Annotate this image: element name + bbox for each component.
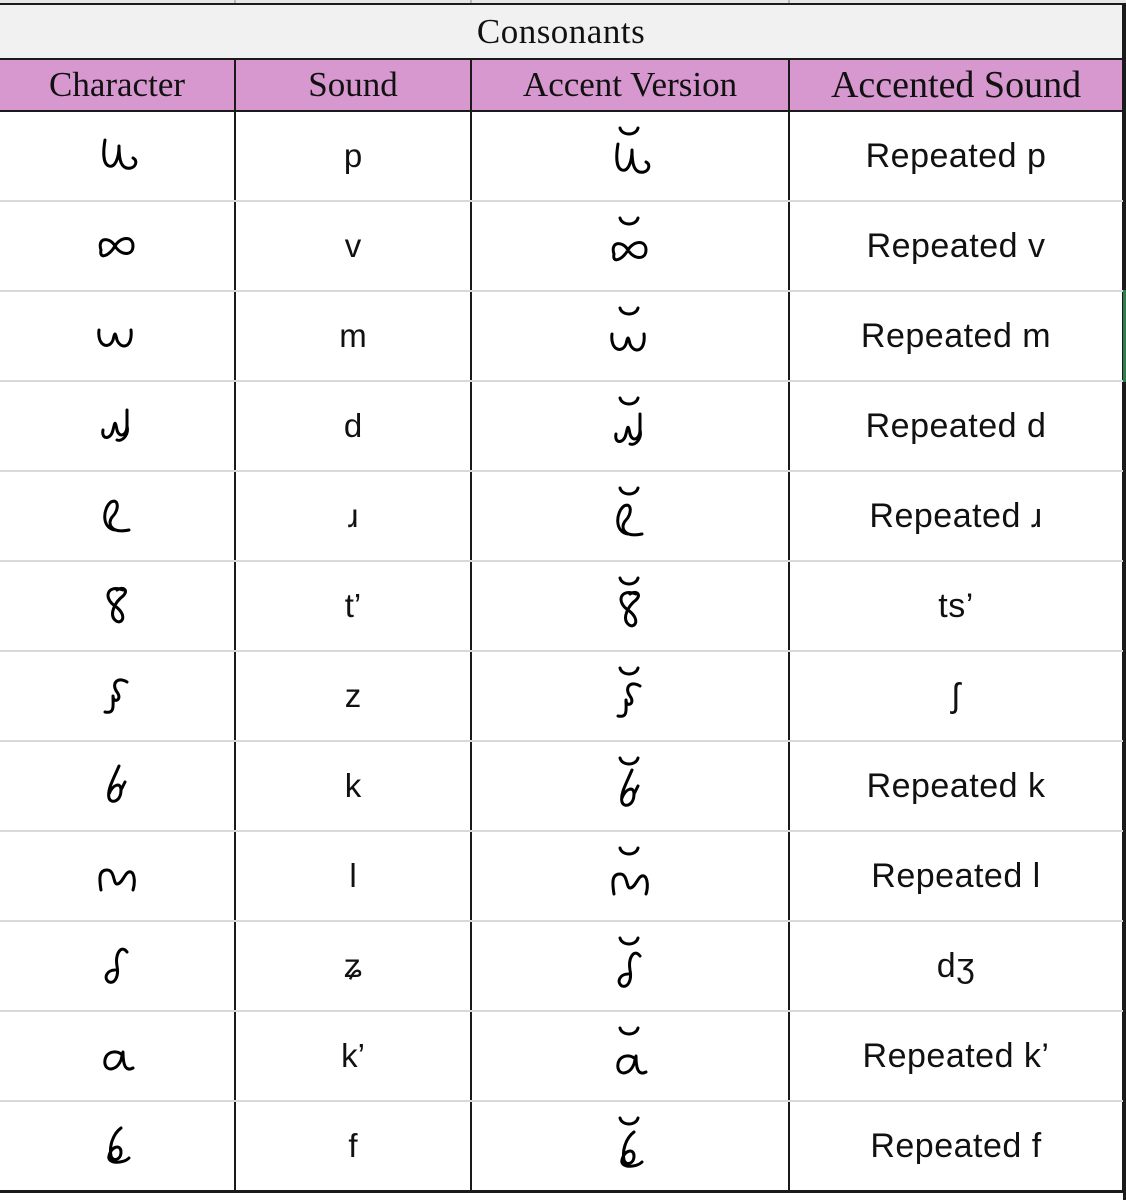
- breve-mark: [620, 398, 638, 404]
- consonant-kk-breve-glyph: [606, 1026, 654, 1086]
- sound-cell[interactable]: t’: [235, 561, 471, 651]
- accent-version-cell[interactable]: [471, 111, 789, 201]
- breve-mark: [620, 848, 638, 854]
- accented-sound-cell[interactable]: dʒ: [789, 921, 1123, 1011]
- accented-sound-cell[interactable]: Repeated l: [789, 831, 1123, 921]
- consonants-table: [0, 3, 1124, 1193]
- table-row[interactable]: [0, 291, 1123, 381]
- consonant-p-glyph: [93, 130, 141, 182]
- consonant-m-glyph: [93, 310, 141, 362]
- breve-mark: [620, 488, 638, 494]
- column-header-accented-sound[interactable]: Accented Sound: [789, 59, 1123, 111]
- consonant-v-breve-glyph: [606, 216, 654, 276]
- character-cell[interactable]: [0, 741, 235, 831]
- sound-cell[interactable]: p: [235, 111, 471, 201]
- consonant-d-glyph: [93, 400, 141, 452]
- accented-sound-cell[interactable]: Repeated k: [789, 741, 1123, 831]
- consonant-r-breve-glyph: [606, 486, 654, 546]
- sound-cell[interactable]: ɹ: [235, 471, 471, 561]
- table-row[interactable]: [0, 111, 1123, 201]
- sound-cell[interactable]: d: [235, 381, 471, 471]
- table-row[interactable]: [0, 561, 1123, 651]
- character-cell[interactable]: [0, 831, 235, 921]
- accented-sound-cell[interactable]: Repeated v: [789, 201, 1123, 291]
- accented-sound-cell[interactable]: ts’: [789, 561, 1123, 651]
- breve-mark: [620, 758, 638, 764]
- character-cell[interactable]: [0, 471, 235, 561]
- character-cell[interactable]: [0, 651, 235, 741]
- breve-mark: [620, 938, 638, 944]
- table-row[interactable]: [0, 741, 1123, 831]
- accent-version-cell[interactable]: [471, 471, 789, 561]
- table-row[interactable]: [0, 831, 1123, 921]
- character-cell[interactable]: [0, 1101, 235, 1192]
- character-cell[interactable]: [0, 291, 235, 381]
- consonant-t-breve-glyph: [606, 576, 654, 636]
- accented-sound-cell[interactable]: Repeated k’: [789, 1011, 1123, 1101]
- consonant-zh-glyph: [93, 940, 141, 992]
- consonant-d-breve-glyph: [606, 396, 654, 456]
- table-row[interactable]: [0, 471, 1123, 561]
- consonant-m-breve-glyph: [606, 306, 654, 366]
- table-row[interactable]: [0, 921, 1123, 1011]
- consonant-k-glyph: [93, 760, 141, 812]
- consonant-v-glyph: [93, 220, 141, 272]
- consonant-kk-glyph: [93, 1030, 141, 1082]
- accent-version-cell[interactable]: [471, 921, 789, 1011]
- accented-sound-cell[interactable]: Repeated f: [789, 1101, 1123, 1192]
- breve-mark: [620, 668, 638, 674]
- breve-mark: [620, 128, 638, 134]
- accented-sound-cell[interactable]: Repeated d: [789, 381, 1123, 471]
- consonant-t-glyph: [93, 580, 141, 632]
- table-row[interactable]: [0, 381, 1123, 471]
- breve-mark: [620, 1028, 638, 1034]
- consonant-f-glyph: [93, 1120, 141, 1172]
- column-header-sound[interactable]: Sound: [235, 59, 471, 111]
- consonant-zh-breve-glyph: [606, 936, 654, 996]
- consonant-z-glyph: [93, 670, 141, 722]
- character-cell[interactable]: [0, 201, 235, 291]
- character-cell[interactable]: [0, 111, 235, 201]
- consonant-l-breve-glyph: [606, 846, 654, 906]
- breve-mark: [620, 1118, 638, 1124]
- accent-version-cell[interactable]: [471, 1101, 789, 1192]
- column-header-accent-version[interactable]: Accent Version: [471, 59, 789, 111]
- consonant-l-glyph: [93, 850, 141, 902]
- consonant-f-breve-glyph: [606, 1116, 654, 1176]
- accent-version-cell[interactable]: [471, 561, 789, 651]
- character-cell[interactable]: [0, 1011, 235, 1101]
- table-row[interactable]: [0, 1101, 1123, 1192]
- accented-sound-cell[interactable]: Repeated m: [789, 291, 1123, 381]
- character-cell[interactable]: [0, 921, 235, 1011]
- breve-mark: [620, 578, 638, 584]
- accented-sound-cell[interactable]: Repeated p: [789, 111, 1123, 201]
- table-row[interactable]: [0, 1011, 1123, 1101]
- accent-version-cell[interactable]: [471, 831, 789, 921]
- accented-sound-cell[interactable]: ʃ: [789, 651, 1123, 741]
- table-row[interactable]: [0, 651, 1123, 741]
- consonant-r-glyph: [93, 490, 141, 542]
- character-cell[interactable]: [0, 381, 235, 471]
- sound-cell[interactable]: k: [235, 741, 471, 831]
- sound-cell[interactable]: l: [235, 831, 471, 921]
- table-title-row: [0, 4, 1123, 59]
- sound-cell[interactable]: z: [235, 651, 471, 741]
- breve-mark: [620, 308, 638, 314]
- consonant-z-breve-glyph: [606, 666, 654, 726]
- sound-cell[interactable]: f: [235, 1101, 471, 1192]
- consonant-k-breve-glyph: [606, 756, 654, 816]
- sound-cell[interactable]: k’: [235, 1011, 471, 1101]
- sound-cell[interactable]: v: [235, 201, 471, 291]
- column-header-row: [0, 59, 1123, 111]
- table-body: [0, 111, 1123, 1192]
- accent-version-cell[interactable]: [471, 291, 789, 381]
- sound-cell[interactable]: ʑ: [235, 921, 471, 1011]
- column-header-character[interactable]: Character: [0, 59, 235, 111]
- accent-version-cell[interactable]: [471, 741, 789, 831]
- accent-version-cell[interactable]: [471, 651, 789, 741]
- consonant-p-breve-glyph: [606, 126, 654, 186]
- sound-cell[interactable]: m: [235, 291, 471, 381]
- breve-mark: [620, 218, 638, 224]
- table-row[interactable]: [0, 201, 1123, 291]
- accent-version-cell[interactable]: [471, 201, 789, 291]
- accent-version-cell[interactable]: [471, 381, 789, 471]
- table-title[interactable]: Consonants: [0, 4, 1123, 59]
- accented-sound-cell[interactable]: Repeated ɹ: [789, 471, 1123, 561]
- character-cell[interactable]: [0, 561, 235, 651]
- accent-version-cell[interactable]: [471, 1011, 789, 1101]
